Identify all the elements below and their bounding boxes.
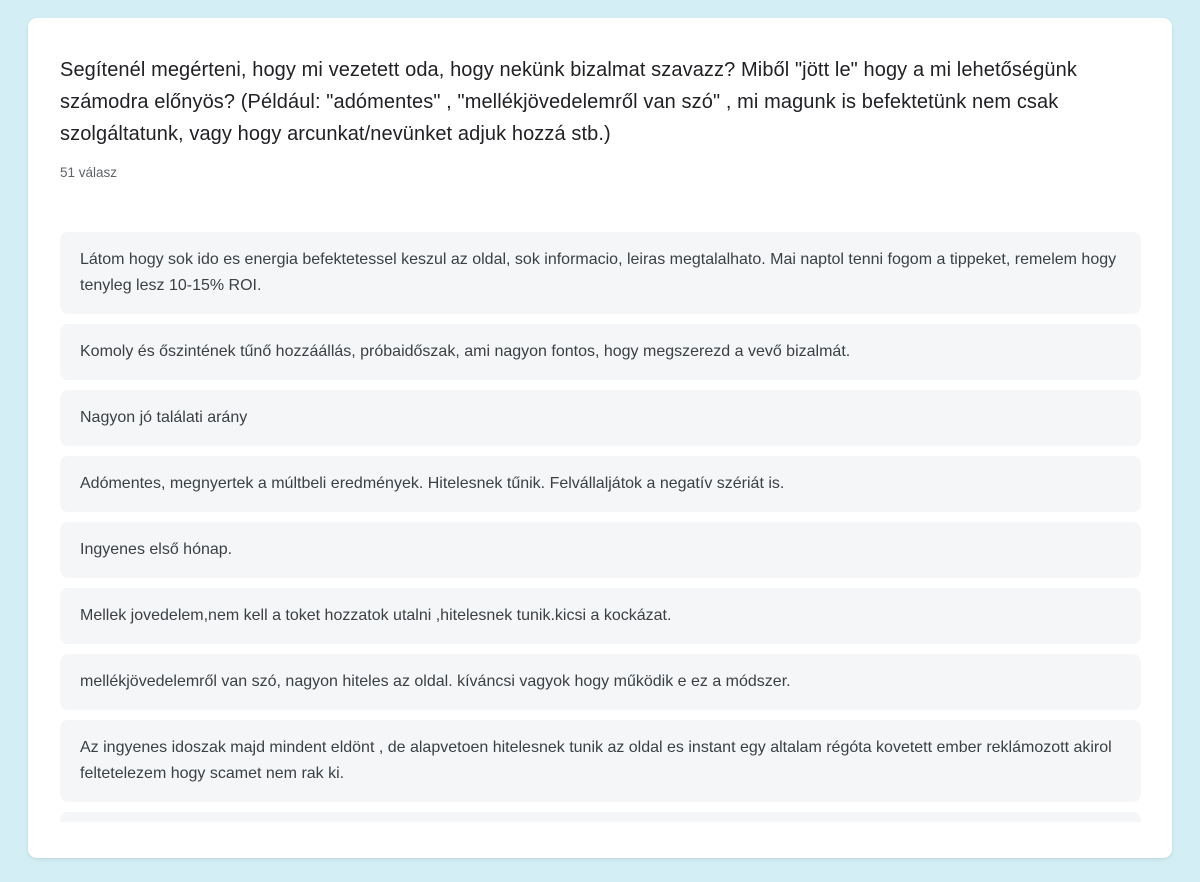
- response-chip: [60, 390, 1141, 446]
- response-chip: [60, 588, 1141, 644]
- response-text: Mellek jovedelem,nem kell a toket hozzatok utalni ,hitelesnek tunik.kicsi a kockázat.: [80, 607, 672, 624]
- response-text: mellékjövedelemről van szó, nagyon hiteles az oldal. kíváncsi vagyok hogy működik e ez a módszer.: [80, 673, 791, 690]
- response-chip: [60, 720, 1141, 802]
- question-title: Segítenél megérteni, hogy mi vezetett oda, hogy nekünk bizalmat szavazz? Miből "jött le" hogy a mi lehetőségünk számodra előnyös? (Például: "adómentes" , "mellékjövedelemről van szó" , mi magunk is befektetünk nem csak szolgáltatunk, vagy hogy arcunkat/nevünket adjuk hozzá stb.): [60, 59, 1077, 145]
- response-text: Látom hogy sok ido es energia befektetessel keszul az oldal, sok informacio, leiras megtalalhato. Mai naptol tenni fogom a tippeket, remelem hogy tenyleg lesz 10-15% ROI.: [80, 251, 1117, 294]
- response-text: Komoly és őszintének tűnő hozzáállás, próbaidőszak, ami nagyon fontos, hogy megszerezd a vevő bizalmát.: [80, 343, 851, 360]
- response-text: Adómentes, megnyertek a múltbeli eredmények. Hitelesnek tűnik. Felvállaljátok a negatív szériát is.: [80, 475, 785, 492]
- response-chip: [60, 654, 1141, 710]
- response-text: Ingyenes első hónap.: [80, 541, 233, 558]
- question-card: [28, 18, 1172, 858]
- response-chip-partial: [60, 812, 1141, 822]
- response-chip: [60, 232, 1141, 314]
- response-chip: [60, 456, 1141, 512]
- responses-scroll-area[interactable]: [60, 232, 1141, 822]
- response-chip: [60, 324, 1141, 380]
- response-count: 51 válasz: [60, 165, 118, 180]
- response-text: Nagyon jó találati arány: [80, 409, 248, 426]
- response-chip: [60, 522, 1141, 578]
- response-text: Az ingyenes idoszak majd mindent eldönt , de alapvetoen hitelesnek tunik az oldal es instant egy altalam régóta kovetett ember reklámozott akirol feltetelezem hogy scamet nem rak ki.: [80, 739, 1112, 782]
